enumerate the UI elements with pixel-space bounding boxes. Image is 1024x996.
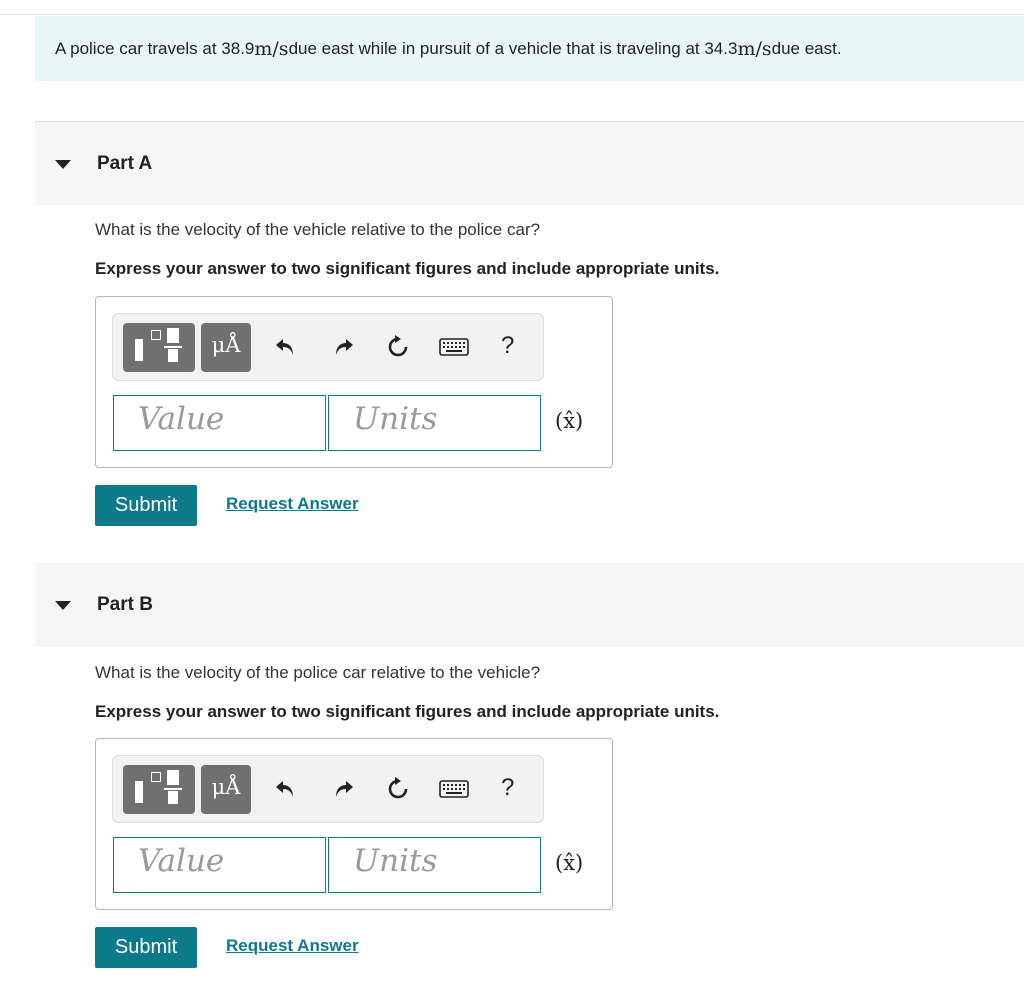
problem-text-3: due east. xyxy=(771,38,842,58)
part-b-title: Part B xyxy=(97,594,153,615)
request-answer-link[interactable]: Request Answer xyxy=(226,936,359,955)
help-button[interactable]: ? xyxy=(501,774,515,801)
units-button-label: μÅ xyxy=(211,333,241,357)
units-input[interactable] xyxy=(328,837,541,893)
top-divider xyxy=(0,14,1024,15)
collapse-caret-icon[interactable] xyxy=(55,601,71,610)
part-a-instruction: Express your answer to two significant figures and include appropriate units. xyxy=(95,259,720,278)
part-a-question: What is the velocity of the vehicle relative to the police car? xyxy=(95,220,541,239)
math-toolbar xyxy=(112,313,544,381)
units-button[interactable] xyxy=(201,765,251,814)
part-a-header[interactable] xyxy=(35,121,1024,205)
keyboard-icon[interactable] xyxy=(439,336,469,358)
part-b-answer-box xyxy=(95,738,613,910)
problem-unit-2: m/s xyxy=(737,37,772,60)
part-b-question: What is the velocity of the police car relative to the vehicle? xyxy=(95,663,541,682)
redo-icon[interactable] xyxy=(330,334,356,360)
problem-unit-1: m/s xyxy=(254,37,289,60)
reset-icon[interactable] xyxy=(385,334,411,360)
keyboard-icon[interactable] xyxy=(439,778,469,800)
value-placeholder: Value xyxy=(138,401,225,437)
units-placeholder: Units xyxy=(353,843,438,879)
templates-button[interactable] xyxy=(123,323,195,372)
undo-icon[interactable] xyxy=(273,334,299,360)
value-input[interactable] xyxy=(113,395,326,451)
problem-statement xyxy=(35,16,1024,81)
units-placeholder: Units xyxy=(353,401,438,437)
submit-button[interactable]: Submit xyxy=(95,927,197,968)
reset-icon[interactable] xyxy=(385,776,411,802)
vector-toggle-button[interactable]: (x̂) xyxy=(555,851,584,875)
templates-button[interactable] xyxy=(123,765,195,814)
submit-button[interactable]: Submit xyxy=(95,485,197,526)
math-toolbar xyxy=(112,755,544,823)
collapse-caret-icon[interactable] xyxy=(55,160,71,169)
problem-text-1: A police car travels at 38.9 xyxy=(55,38,255,58)
part-a-title: Part A xyxy=(97,152,153,174)
units-input[interactable] xyxy=(328,395,541,451)
redo-icon[interactable] xyxy=(330,776,356,802)
part-b-instruction: Express your answer to two significant figures and include appropriate units. xyxy=(95,702,720,721)
part-a-answer-box xyxy=(95,296,613,468)
help-button[interactable]: ? xyxy=(501,332,515,359)
part-b-header[interactable] xyxy=(35,563,1024,647)
undo-icon[interactable] xyxy=(273,776,299,802)
value-input[interactable] xyxy=(113,837,326,893)
units-button-label: μÅ xyxy=(211,775,241,799)
templates-icon xyxy=(135,781,143,803)
vector-toggle-button[interactable]: (x̂) xyxy=(555,409,584,433)
templates-icon xyxy=(135,339,143,361)
units-button[interactable] xyxy=(201,323,251,372)
request-answer-link[interactable]: Request Answer xyxy=(226,494,359,513)
value-placeholder: Value xyxy=(138,843,225,879)
problem-text-2: due east while in pursuit of a vehicle that is traveling at 34.3 xyxy=(288,38,738,58)
